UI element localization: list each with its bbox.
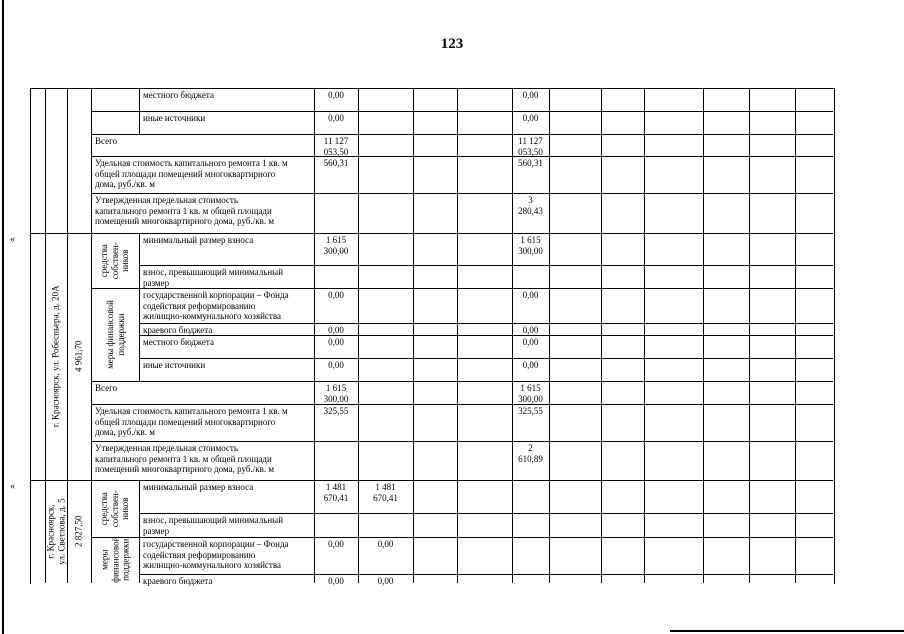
row-label: минимальный размер взноса — [143, 235, 254, 245]
row-line — [91, 441, 833, 442]
cell-value: 1 615 300,00 — [323, 235, 349, 256]
cell-value: 0,00 — [328, 337, 344, 347]
financial-support-group — [91, 537, 139, 583]
row-label: Всего — [95, 136, 118, 146]
row-line — [91, 111, 833, 112]
cell-value: 0,00 — [522, 90, 539, 100]
page-bottom-border — [670, 630, 904, 632]
owners-funds-group-text: средства собствен- ников — [99, 489, 131, 528]
cell-value: 0,00 — [522, 290, 539, 300]
row-label: государственной корпорации – Фонда содействия реформированию жилищно-коммунального хозяйства — [143, 539, 289, 570]
owners-funds-group — [91, 233, 139, 288]
row-line — [91, 156, 833, 157]
cell-value: 1 615 300,00 — [323, 383, 349, 404]
cell-value: 0,00 — [377, 539, 394, 549]
cell-value: 0,00 — [522, 337, 539, 347]
address-cell — [45, 480, 67, 583]
cell-value: 0,00 — [522, 113, 539, 123]
row-label: Утвержденная предельная стоимость капитального ремонта 1 кв. м общей площади помещений многоквартирного дома, руб./кв. м — [95, 443, 275, 474]
cell-value: 325,55 — [518, 406, 543, 416]
area-cell — [67, 480, 91, 583]
row-label: краевого бюджета — [143, 576, 213, 586]
row-label: Утвержденная предельная стоимость капитального ремонта 1 кв. м общей площади помещений многоквартирного дома, руб./кв. м — [95, 195, 275, 226]
financial-support-group — [91, 288, 139, 381]
cell-value: 1 481 670,41 — [373, 482, 398, 503]
row-line — [91, 381, 833, 382]
row-line — [91, 288, 833, 289]
cell-value: 0,00 — [522, 360, 539, 370]
quote-mark: « — [10, 234, 15, 245]
row-label: Всего — [95, 383, 118, 393]
row-label: местного бюджета — [143, 90, 214, 100]
page-left-border — [2, 0, 4, 634]
block-separator — [30, 480, 833, 481]
page-number: 123 — [440, 36, 464, 52]
address-cell-text: г. Красноярск, ул. Светлова, д. 5 — [45, 498, 67, 565]
cell-value: 0,00 — [328, 113, 344, 123]
cell-value: 0,00 — [328, 360, 344, 370]
address-cell — [45, 233, 67, 480]
row-line — [139, 323, 833, 324]
row-line — [91, 134, 833, 135]
cell-value: 325,55 — [323, 406, 349, 416]
cell-value: 0,00 — [328, 539, 344, 549]
row-line — [91, 193, 833, 194]
row-label: иные источники — [143, 360, 206, 370]
row-line — [91, 537, 833, 538]
row-label: Удельная стоимость капитального ремонта 1 кв. м общей площади помещений многоквартирного дома, руб./кв. м — [95, 158, 288, 189]
row-line — [139, 358, 833, 359]
quote-mark: « — [10, 481, 15, 492]
label-indent-line — [139, 233, 140, 381]
owners-funds-group-text: средства собствен- ников — [99, 241, 131, 280]
area-cell — [67, 233, 91, 480]
cell-value: 11 127 053,50 — [323, 136, 349, 157]
cell-value: 560,31 — [323, 158, 349, 168]
row-label: краевого бюджета — [143, 325, 213, 335]
row-label: минимальный размер взноса — [143, 482, 254, 492]
row-label: иные источники — [143, 113, 206, 123]
area-cell-text: 2 827,50 — [73, 515, 84, 548]
row-line — [139, 513, 833, 514]
row-label: Удельная стоимость капитального ремонта 1 кв. м общей площади помещений многоквартирного дома, руб./кв. м — [95, 406, 288, 437]
cell-value: 1 615 300,00 — [518, 383, 543, 404]
cell-value: 0,00 — [522, 325, 539, 335]
row-label: взнос, превышающий минимальный размер — [143, 267, 284, 288]
label-indent-line — [139, 88, 140, 134]
cell-value: 11 127 053,50 — [518, 136, 543, 157]
row-label: взнос, превышающий минимальный размер — [143, 515, 284, 536]
block-separator — [30, 233, 833, 234]
row-line — [91, 404, 833, 405]
cell-value: 0,00 — [328, 290, 344, 300]
cell-value: 0,00 — [377, 576, 394, 586]
cell-value: 3 280,43 — [518, 195, 543, 216]
cell-value: 0,00 — [328, 90, 344, 100]
area-cell-text: 4 961,70 — [73, 340, 84, 373]
cell-value: 0,00 — [328, 325, 344, 335]
row-line — [139, 265, 833, 266]
row-line — [139, 574, 833, 575]
row-label: местного бюджета — [143, 337, 214, 347]
financial-support-group-text: меры финансовой поддержки — [99, 536, 131, 584]
cell-value: 1 481 670,41 — [323, 482, 349, 503]
cell-value: 2 610,89 — [518, 443, 543, 464]
cell-value: 1 615 300,00 — [518, 235, 543, 256]
financial-support-group-text: меры финансовой поддержки — [104, 300, 126, 369]
label-indent-line — [139, 480, 140, 583]
cell-value: 0,00 — [328, 576, 344, 586]
owners-funds-group — [91, 480, 139, 537]
row-label: государственной корпорации – Фонда содействия реформированию жилищно-коммунального хозяйства — [143, 290, 289, 321]
cell-value: 560,31 — [518, 158, 543, 168]
address-cell-text: г. Красноярск, ул. Робеспьера, д. 20А — [50, 285, 61, 428]
